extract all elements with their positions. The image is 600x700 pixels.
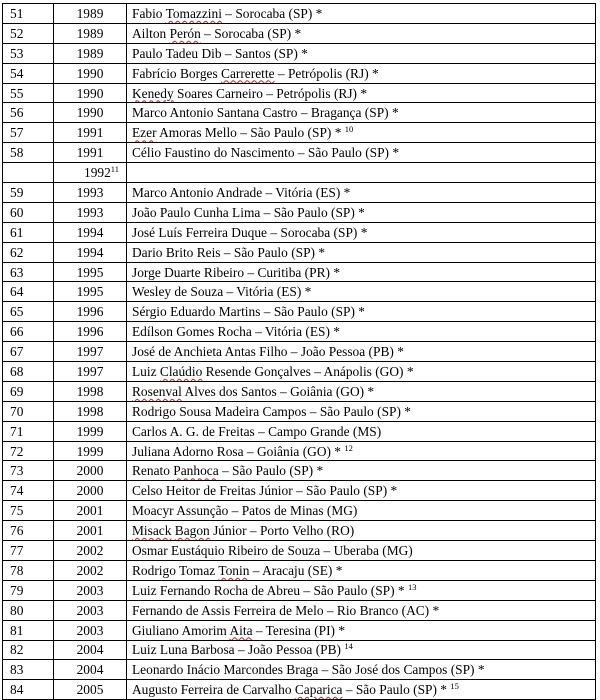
row-number: 54 <box>3 63 54 83</box>
row-name <box>127 123 596 143</box>
table-row <box>3 322 596 342</box>
row-year <box>54 461 127 481</box>
name-text: Luiz <box>132 363 160 379</box>
table-row <box>3 441 596 461</box>
row-number: 79 <box>3 580 54 600</box>
name-text: Resende Gonçalves – Anápolis (GO) * <box>202 363 414 379</box>
year-text: 1993 <box>76 184 104 200</box>
name-text: – São Paulo (SP) * <box>218 463 324 479</box>
row-number: 74 <box>3 481 54 501</box>
row-name <box>127 660 596 680</box>
row-name <box>127 381 596 401</box>
row-name <box>127 580 596 600</box>
table-row <box>3 302 596 322</box>
table-row <box>3 63 596 83</box>
row-name <box>127 202 596 222</box>
name-text: – Sorocaba (SP) * <box>221 5 323 21</box>
year-text: 1996 <box>76 324 104 340</box>
spellcheck-flagged-word: Caparica <box>294 682 343 698</box>
name-text: Leonardo Inácio Marcondes Braga – São José dos Campos (SP) * <box>132 662 485 678</box>
table-row <box>3 620 596 640</box>
table-row <box>3 282 596 302</box>
row-year <box>54 660 127 680</box>
name-text: Luiz Luna Barbosa – João Pessoa (PB) <box>132 642 345 658</box>
year-text: 1997 <box>76 363 104 379</box>
name-text: Dario Brito Reis – São Paulo (SP) * <box>132 244 326 260</box>
year-text: 2004 <box>76 642 104 658</box>
year-text: 1990 <box>76 65 104 81</box>
table-row <box>3 501 596 521</box>
row-number: 83 <box>3 660 54 680</box>
row-year <box>54 362 127 382</box>
name-text: Jorge Duarte Ribeiro – Curitiba (PR) * <box>132 264 341 280</box>
row-name <box>127 600 596 620</box>
table-row <box>3 401 596 421</box>
spellcheck-flagged-word: Carrerette <box>221 65 275 81</box>
row-year <box>54 302 127 322</box>
name-text: Marco Antonio Andrade – Vitória (ES) * <box>132 184 351 200</box>
row-year <box>54 401 127 421</box>
name-text: – Teresina (PI) * <box>252 622 346 638</box>
row-number: 75 <box>3 501 54 521</box>
row-number: 53 <box>3 43 54 63</box>
year-text: 1997 <box>76 344 104 360</box>
row-year <box>54 421 127 441</box>
row-year <box>54 123 127 143</box>
year-text: 1995 <box>76 264 104 280</box>
row-year <box>54 560 127 580</box>
table-row <box>3 183 596 203</box>
row-name <box>127 23 596 43</box>
row-year <box>54 521 127 541</box>
row-year <box>54 222 127 242</box>
year-text: 1993 <box>76 204 104 220</box>
table-row <box>3 342 596 362</box>
table-row <box>3 222 596 242</box>
year-text: 1989 <box>76 45 104 61</box>
footnote-ref: 13 <box>407 581 417 592</box>
footnote-ref: 12 <box>344 442 353 453</box>
year-text: 1998 <box>76 383 104 399</box>
year-text: 2002 <box>76 542 104 558</box>
year-text: 1990 <box>76 105 104 121</box>
table-row <box>3 163 596 183</box>
row-year <box>54 441 127 461</box>
table-row <box>3 481 596 501</box>
name-text: Carlos A. G. de Freitas – Campo Grande (MS) <box>132 423 382 439</box>
row-name <box>127 362 596 382</box>
name-text: Alves dos Santos – Goiânia (GO) * <box>181 383 375 399</box>
row-year <box>54 640 127 660</box>
row-year <box>54 381 127 401</box>
footnote-ref: 11 <box>110 164 119 175</box>
row-number: 82 <box>3 640 54 660</box>
row-year <box>54 620 127 640</box>
row-number: 81 <box>3 620 54 640</box>
row-number: 52 <box>3 23 54 43</box>
year-text: 1999 <box>76 423 104 439</box>
footnote-ref: 15 <box>450 681 459 692</box>
spellcheck-flagged-word: Panhoca <box>173 463 219 479</box>
name-text: José de Anchieta Antas Filho – João Pessoa (PB) * <box>132 344 404 360</box>
year-text: 1990 <box>76 85 104 101</box>
row-number: 56 <box>3 103 54 123</box>
table-row <box>3 600 596 620</box>
row-number: 62 <box>3 242 54 262</box>
row-name <box>127 222 596 242</box>
name-text: Juliana Adorno Rosa – Goiânia (GO) * <box>132 443 345 459</box>
row-year <box>54 103 127 123</box>
name-text: Paulo Tadeu Dib – Santos (SP) * <box>132 45 308 61</box>
name-text: Augusto Ferreira de Carvalho <box>132 682 295 698</box>
year-text: 1998 <box>76 403 104 419</box>
row-number: 70 <box>3 401 54 421</box>
name-text: Amoras Mello – São Paulo (SP) * <box>156 125 345 141</box>
row-number: 80 <box>3 600 54 620</box>
row-name <box>127 541 596 561</box>
row-name <box>127 401 596 421</box>
table-row <box>3 521 596 541</box>
name-text: José Luís Ferreira Duque – Sorocaba (SP) * <box>132 224 368 240</box>
row-name <box>127 640 596 660</box>
year-text: 1994 <box>76 244 104 260</box>
footnote-ref: 10 <box>344 124 354 135</box>
name-text: Osmar Eustáquio Ribeiro de Souza – Uberaba (MG) <box>132 542 413 558</box>
year-text: 2003 <box>76 582 104 598</box>
row-name <box>127 441 596 461</box>
row-number: 51 <box>3 4 54 24</box>
name-text: Rodrigo Sousa Madeira Campos – São Paulo (SP) * <box>132 403 411 419</box>
year-text: 2005 <box>76 682 104 698</box>
spellcheck-flagged-word: Kenedy <box>132 85 174 101</box>
row-year <box>54 183 127 203</box>
year-text: 2003 <box>76 622 104 638</box>
row-name <box>127 83 596 103</box>
row-name <box>127 322 596 342</box>
row-year <box>54 342 127 362</box>
spellcheck-flagged-word: Tomazzini <box>165 5 222 21</box>
year-text: 2001 <box>76 503 104 519</box>
row-number: 67 <box>3 342 54 362</box>
row-name <box>127 421 596 441</box>
winners-table <box>2 3 596 700</box>
row-name <box>127 103 596 123</box>
name-text: Fabio <box>132 5 166 21</box>
name-text: Moacyr Assunção – Patos de Minas (MG) <box>132 503 358 519</box>
name-text: Sérgio Eduardo Martins – São Paulo (SP) * <box>132 304 365 320</box>
row-name <box>127 282 596 302</box>
name-text: Marco Antonio Santana Castro – Bragança (SP) * <box>132 105 399 121</box>
row-number: 58 <box>3 143 54 163</box>
row-name <box>127 183 596 203</box>
name-text: – São Paulo (SP) * <box>342 682 451 698</box>
row-name <box>127 461 596 481</box>
table-row <box>3 541 596 561</box>
year-text: 1999 <box>76 443 104 459</box>
year-text: 1989 <box>76 5 104 21</box>
row-number: 66 <box>3 322 54 342</box>
year-text: 1991 <box>76 125 104 141</box>
table-row <box>3 123 596 143</box>
name-text: Fabrício Borges <box>132 65 222 81</box>
row-number: 73 <box>3 461 54 481</box>
row-name <box>127 501 596 521</box>
row-number: 55 <box>3 83 54 103</box>
row-number: 72 <box>3 441 54 461</box>
row-number: 76 <box>3 521 54 541</box>
name-text: Soares Carneiro – Petrópolis (RJ) * <box>173 85 368 101</box>
row-name <box>127 163 596 183</box>
year-text: 1995 <box>76 284 104 300</box>
spellcheck-flagged-word: Perón <box>169 25 201 41</box>
row-number: 57 <box>3 123 54 143</box>
name-text: Renato <box>132 463 174 479</box>
row-year <box>54 63 127 83</box>
name-text: – Aracaju (SE) * <box>249 562 343 578</box>
spellcheck-flagged-word: Tonin <box>218 562 250 578</box>
row-number: 69 <box>3 381 54 401</box>
table-row <box>3 202 596 222</box>
name-text: – Petrópolis (RJ) * <box>274 65 379 81</box>
year-text: 1994 <box>76 224 104 240</box>
footnote-ref: 14 <box>344 641 353 652</box>
row-year <box>54 83 127 103</box>
year-text: 1992 <box>84 165 111 181</box>
spellcheck-flagged-word: Bagon <box>174 523 210 539</box>
row-number <box>3 163 54 183</box>
year-text: 1991 <box>76 145 104 161</box>
year-text: 2003 <box>76 602 104 618</box>
row-year <box>54 322 127 342</box>
row-name <box>127 143 596 163</box>
table-body <box>3 4 596 700</box>
name-text: – Sorocaba (SP) * <box>200 25 302 41</box>
table-row <box>3 43 596 63</box>
row-year <box>54 202 127 222</box>
row-year <box>54 4 127 24</box>
row-number: 59 <box>3 183 54 203</box>
row-year <box>54 262 127 282</box>
name-text: Ailton <box>132 25 170 41</box>
table-row <box>3 461 596 481</box>
table-row <box>3 560 596 580</box>
row-name <box>127 342 596 362</box>
row-number: 60 <box>3 202 54 222</box>
table-row <box>3 381 596 401</box>
year-text: 2004 <box>76 662 104 678</box>
row-year <box>54 600 127 620</box>
row-year <box>54 580 127 600</box>
name-text: Júnior – Porto Velho (RO) <box>209 523 355 539</box>
row-name <box>127 262 596 282</box>
row-name <box>127 43 596 63</box>
row-number: 78 <box>3 560 54 580</box>
name-text: Giuliano Amorim <box>132 622 230 638</box>
table-row <box>3 143 596 163</box>
row-number: 64 <box>3 282 54 302</box>
table-row <box>3 4 596 24</box>
row-name <box>127 302 596 322</box>
year-text: 2000 <box>76 463 104 479</box>
row-name <box>127 560 596 580</box>
row-year <box>54 481 127 501</box>
spellcheck-flagged-word: Rosenval <box>132 383 182 399</box>
row-year <box>54 541 127 561</box>
row-number: 65 <box>3 302 54 322</box>
spellcheck-flagged-word: Aita <box>229 622 253 638</box>
year-text: 1996 <box>76 304 104 320</box>
row-year <box>54 143 127 163</box>
row-number: 68 <box>3 362 54 382</box>
name-text: João Paulo Cunha Lima – São Paulo (SP) * <box>132 204 365 220</box>
table-row <box>3 23 596 43</box>
name-text: Célio Faustino do Nascimento – São Paulo (SP) * <box>132 145 400 161</box>
spellcheck-flagged-word: Claúdio <box>159 363 203 379</box>
name-text: Rodrigo Tomaz <box>132 562 219 578</box>
row-name <box>127 63 596 83</box>
spellcheck-flagged-word: Ezer <box>132 125 157 141</box>
row-year <box>54 163 127 183</box>
name-text: Celso Heitor de Freitas Júnior – São Paulo (SP) * <box>132 483 398 499</box>
name-text: Wesley de Souza – Vitória (ES) * <box>132 284 312 300</box>
name-text: Fernando de Assis Ferreira de Melo – Rio Branco (AC) * <box>132 602 440 618</box>
row-year <box>54 501 127 521</box>
row-year <box>54 242 127 262</box>
year-text: 1989 <box>76 25 104 41</box>
row-year <box>54 23 127 43</box>
table-row <box>3 640 596 660</box>
row-name <box>127 481 596 501</box>
name-text: Edílson Gomes Rocha – Vitória (ES) * <box>132 324 340 340</box>
row-number: 61 <box>3 222 54 242</box>
table-row <box>3 103 596 123</box>
table-row <box>3 83 596 103</box>
table-row <box>3 421 596 441</box>
year-text: 2000 <box>76 483 104 499</box>
table-row <box>3 262 596 282</box>
row-name <box>127 4 596 24</box>
row-number: 71 <box>3 421 54 441</box>
row-number: 77 <box>3 541 54 561</box>
name-text: Luiz Fernando Rocha de Abreu – São Paulo (SP) * <box>132 582 408 598</box>
row-year <box>54 43 127 63</box>
spellcheck-flagged-word: Misack <box>132 523 172 539</box>
row-number: 84 <box>3 680 54 700</box>
table-row <box>3 362 596 382</box>
table-row <box>3 242 596 262</box>
year-text: 2001 <box>76 523 104 539</box>
table-row <box>3 580 596 600</box>
year-text: 2002 <box>76 562 104 578</box>
row-number: 63 <box>3 262 54 282</box>
row-year <box>54 282 127 302</box>
row-name <box>127 242 596 262</box>
table-row <box>3 660 596 680</box>
row-name <box>127 620 596 640</box>
row-name <box>127 521 596 541</box>
